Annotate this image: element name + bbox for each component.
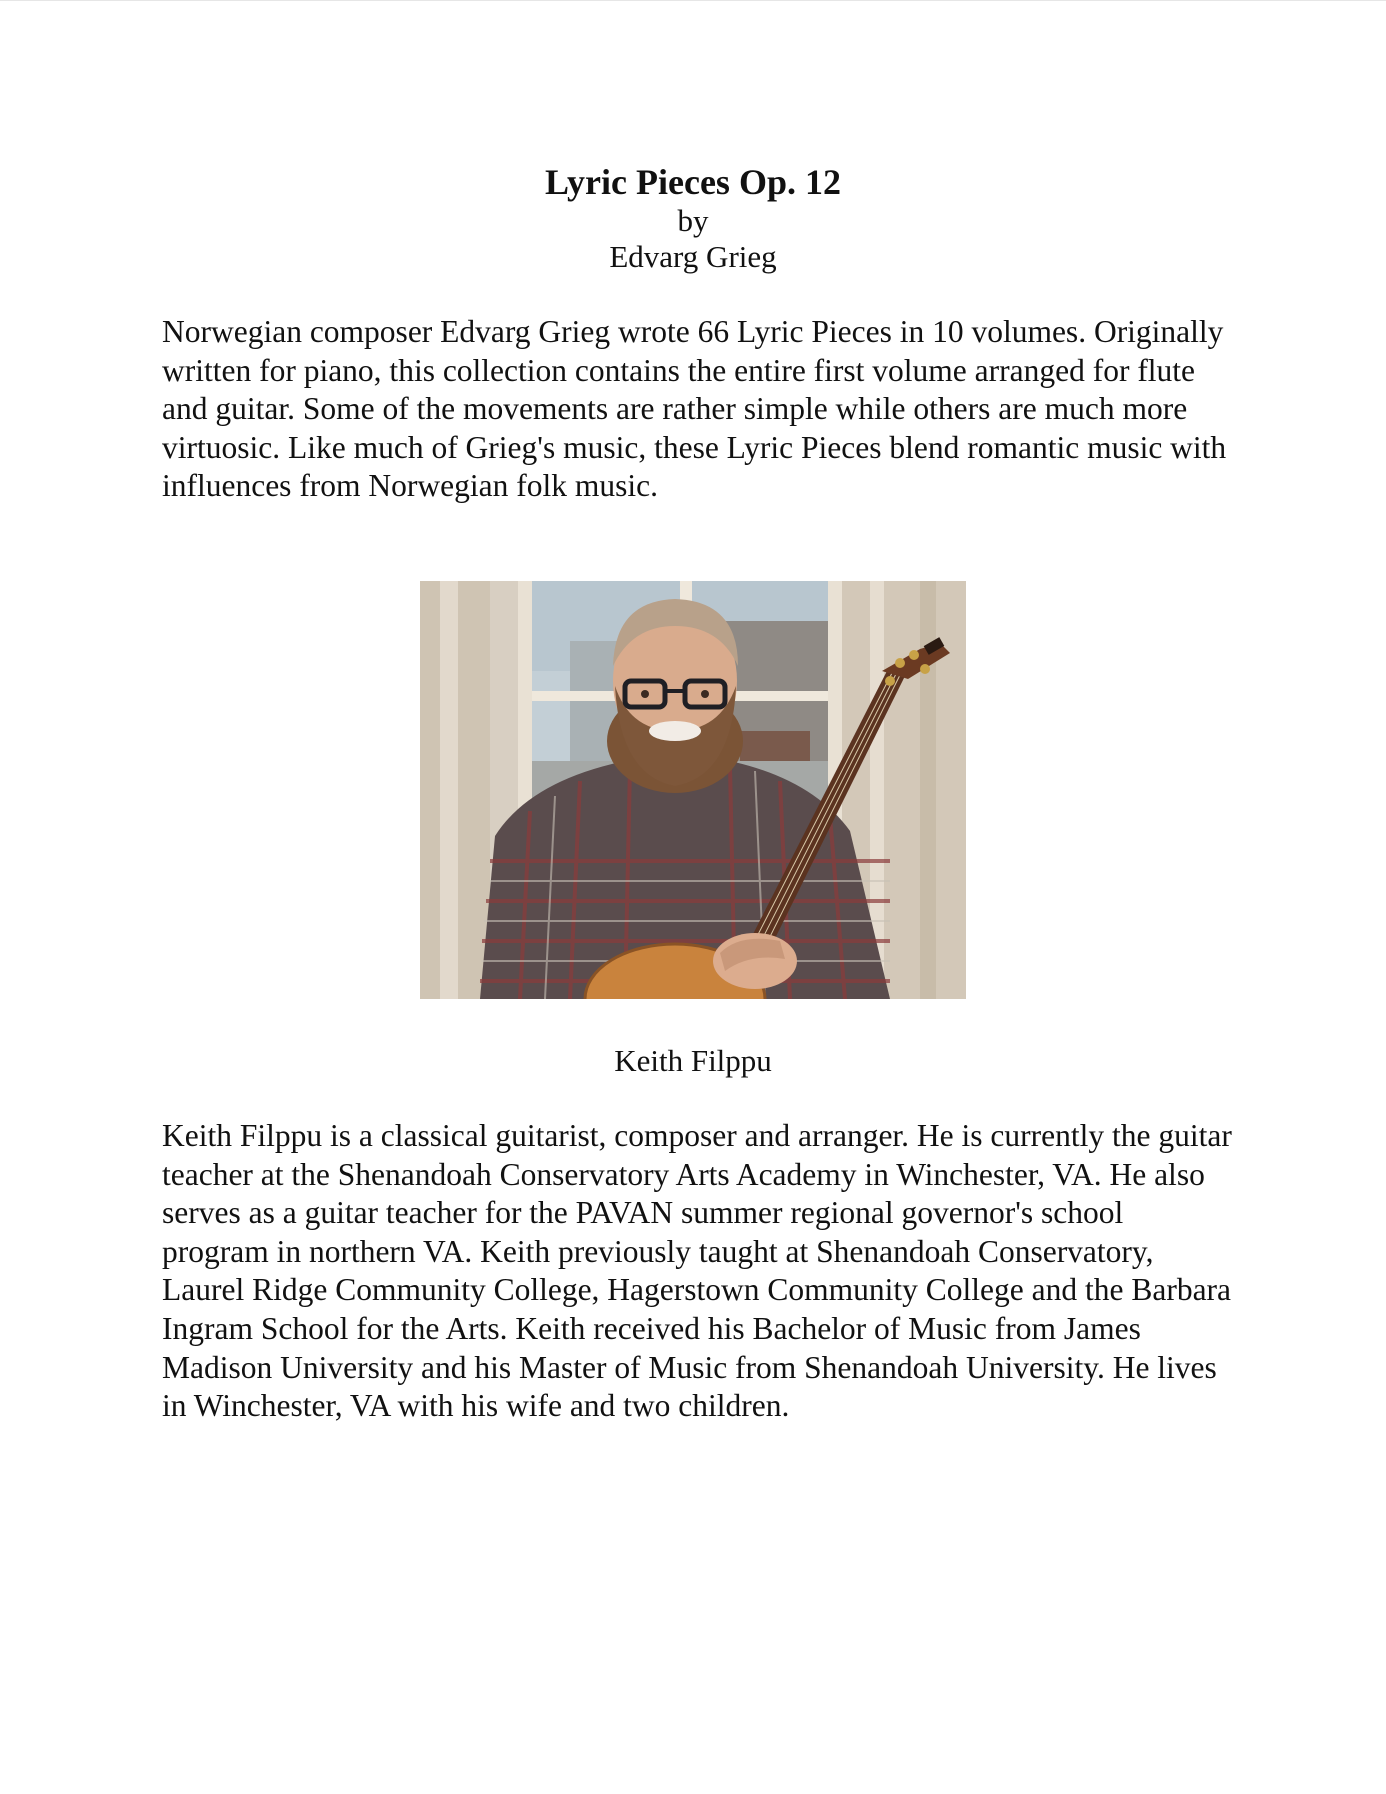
document-header — [0, 161, 1386, 275]
intro-paragraph: Norwegian composer Edvarg Grieg wrote 66 Lyric Pieces in 10 volumes. Originally written for piano, this collection contains the entire first volume arranged for flute and guitar. Some of the movements are rather simple while others are much more virtuosic. Like much of Grieg's music, these Lyric Pieces blend romantic music with influences from Norwegian folk music. — [162, 314, 1227, 504]
document-title: Lyric Pieces Op. 12 — [545, 162, 841, 202]
byline: by — [677, 203, 709, 238]
bio-paragraph: Keith Filppu is a classical guitarist, composer and arranger. He is currently the guitar teacher at the Shenandoah Conservatory Arts Academy in Winchester, VA. He also serves as a guitar teacher for the PAVAN summer regional governor's school program in northern VA. Keith previously taught at Shenandoah Conservatory, Laurel Ridge Community College, Hagerstown Community College and the Barbara Ingram School for the Arts. Keith received his Bachelor of Music from James Madison University and his Master of Music from Shenandoah University. He lives in Winchester, VA with his wife and two children. — [162, 1118, 1232, 1424]
photo-caption: Keith Filppu — [614, 1043, 772, 1078]
composer-name: Edvarg Grieg — [609, 239, 777, 274]
portrait-photo — [420, 581, 966, 999]
